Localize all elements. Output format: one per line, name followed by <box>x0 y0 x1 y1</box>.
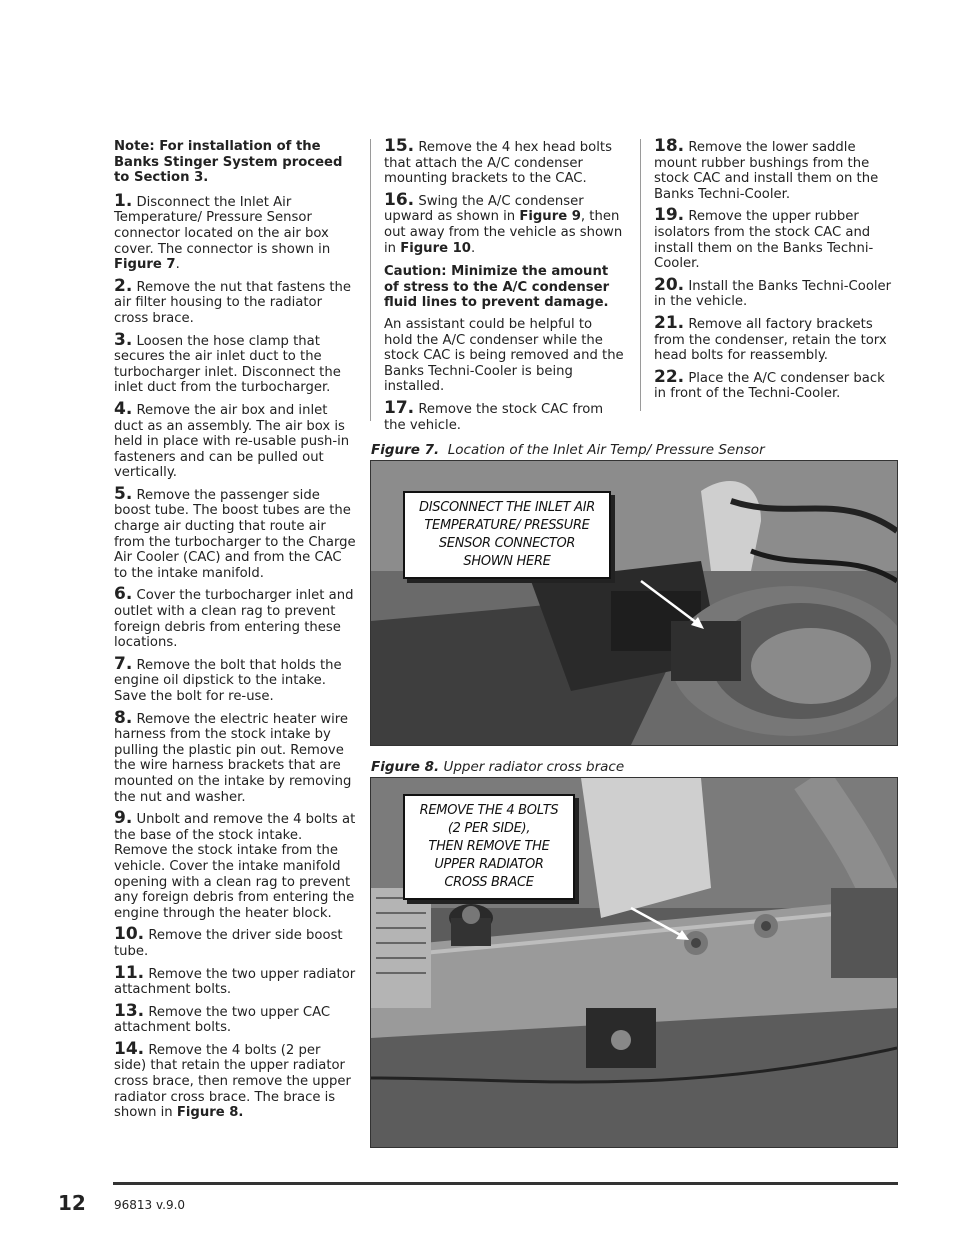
callout-line: TEMPERATURE/ PRESSURE <box>424 518 590 533</box>
figure-caption-text: Location of the Inlet Air Temp/ Pressure Sensor <box>439 442 765 458</box>
callout-line: DISCONNECT THE INLET AIR <box>419 500 595 515</box>
step-18 <box>654 136 899 202</box>
step-text-end: . <box>175 257 180 273</box>
figure-7-photo <box>370 460 898 746</box>
step-text: Place the A/C condenser back in front of the Techni-Cooler. <box>654 370 885 402</box>
step-text: Install the Banks Techni-Cooler in the vehicle. <box>654 278 892 310</box>
step-text: , then out away from the vehicle as shown in <box>384 209 623 256</box>
figure-8-callout <box>403 794 575 900</box>
step-number: 9. <box>114 808 133 829</box>
assistant-note: An assistant could be helpful to hold the A/C condenser while the stock CAC is being removed and the Banks Techni-Cooler is being installed. <box>384 316 624 395</box>
step-number: 10. <box>114 924 145 945</box>
step-text: Remove the stock CAC from the vehicle. <box>384 401 604 433</box>
step-number: 2. <box>114 275 133 296</box>
step-16 <box>384 189 624 256</box>
step-number: 11. <box>114 962 145 983</box>
column-left <box>114 139 356 1127</box>
step-number: 22. <box>654 366 685 387</box>
step-5 <box>114 483 356 582</box>
step-text: Remove the air box and inlet duct as an assembly. The air box is held in place with re-usable push-in fasteners and can be pulled out vertically. <box>114 402 350 481</box>
step-number: 15. <box>384 136 415 156</box>
callout-line: UPPER RADIATOR <box>434 857 544 872</box>
figure-caption-text: Upper radiator cross brace <box>439 759 625 775</box>
step-number: 7. <box>114 653 133 674</box>
callout-line: (2 PER SIDE), <box>447 821 531 836</box>
step-text: Loosen the hose clamp that secures the air inlet duct to the turbocharger inlet. Disconnect the inlet duct from the turbocharger. <box>114 333 341 396</box>
step-14 <box>114 1038 356 1121</box>
step-number: 13. <box>114 1000 145 1021</box>
step-number: 14. <box>114 1038 145 1059</box>
step-6 <box>114 584 356 651</box>
step-22 <box>654 366 899 402</box>
page-number: 12 <box>58 1191 86 1215</box>
figure-ref: Figure 9 <box>519 209 581 225</box>
callout-line: REMOVE THE 4 BOLTS <box>419 803 559 818</box>
figure-8-photo <box>370 777 898 1148</box>
step-number: 17. <box>384 397 415 418</box>
step-13 <box>114 1000 356 1036</box>
step-text: Remove the lower saddle mount rubber bushings from the stock CAC and install them on the Banks Techni-Cooler. <box>654 140 879 202</box>
step-number: 18. <box>654 136 685 156</box>
step-number: 1. <box>114 190 133 211</box>
callout-line: SENSOR CONNECTOR <box>438 536 576 551</box>
step-number: 4. <box>114 398 133 419</box>
step-text: Remove the driver side boost tube. <box>114 928 343 959</box>
callout-line: SHOWN HERE <box>463 554 551 569</box>
column-middle <box>384 136 624 439</box>
step-number: 5. <box>114 483 133 504</box>
step-20 <box>654 274 899 310</box>
step-10 <box>114 924 356 959</box>
figure-7-caption <box>371 442 765 458</box>
step-text: Remove the passenger side boost tube. The boost tubes are the charge air ducting that route air from the turbocharger to the Charge Air Cooler (CAC) and from the CAC to the intake manifold. <box>114 487 356 581</box>
section-note: Note: For installation of the Banks Stinger System proceed to Section 3. <box>114 139 343 186</box>
caution-text: Caution: Minimize the amount of stress to the A/C condenser fluid lines to prevent damage. <box>384 264 610 311</box>
step-number: 20. <box>654 274 685 295</box>
step-number: 6. <box>114 584 133 605</box>
step-text: Remove the upper rubber isolators from the stock CAC and install them on the Banks Techni-Cooler. <box>654 209 874 272</box>
figure-ref: Figure 8. <box>176 1105 244 1121</box>
step-text: Remove the nut that fastens the air filter housing to the radiator cross brace. <box>114 279 352 326</box>
step-text: Remove the 4 bolts (2 per side) that retain the upper radiator cross brace, then remove the upper radiator cross brace. The brace is shown in <box>114 1042 351 1121</box>
column-right <box>654 136 899 408</box>
step-number: 19. <box>654 205 685 226</box>
step-text: Remove the 4 hex head bolts that attach the A/C condenser mounting brackets to the CAC. <box>384 140 612 187</box>
step-number: 16. <box>384 189 415 210</box>
step-1 <box>114 190 356 273</box>
figure-label: Figure 7. <box>371 442 440 458</box>
step-17 <box>384 397 624 433</box>
step-text: Remove the two upper CAC attachment bolts. <box>114 1004 331 1036</box>
figure-8-caption <box>371 759 624 775</box>
callout-line: THEN REMOVE THE <box>428 839 550 854</box>
column-divider <box>640 139 641 411</box>
step-text: Unbolt and remove the 4 bolts at the base of the stock intake. Remove the stock intake from the vehicle. Cover the intake manifold opening with a clean rag to prevent any foreign debris from entering the engine through the heater block. <box>114 812 356 921</box>
step-3 <box>114 329 356 396</box>
callout-line: CROSS BRACE <box>444 875 534 890</box>
step-text: Cover the turbocharger inlet and outlet with a clean rag to prevent foreign debris from entering these locations. <box>114 588 354 651</box>
step-text: Remove the electric heater wire harness from the stock intake by pulling the plastic pin out. Remove the wire harness brackets that are mounted on the intake by removing the nut and washer. <box>114 711 352 805</box>
step-19 <box>654 205 899 272</box>
step-text-end: . <box>470 240 476 256</box>
figure-7-callout <box>403 491 611 579</box>
figure-ref: Figure 10 <box>400 240 471 256</box>
figure-label: Figure 8. <box>371 759 440 775</box>
step-11 <box>114 962 356 998</box>
step-15 <box>384 136 624 187</box>
step-number: 3. <box>114 329 133 350</box>
step-2 <box>114 275 356 327</box>
step-9 <box>114 808 356 921</box>
column-divider <box>370 139 371 421</box>
step-7 <box>114 653 356 705</box>
step-text: Swing the A/C condenser upward as shown in <box>384 193 584 225</box>
step-text: Remove all factory brackets from the condenser, retain the torx head bolts for reassembly. <box>654 316 887 364</box>
step-text: Remove the two upper radiator attachment bolts. <box>114 966 356 998</box>
step-8 <box>114 707 356 806</box>
figure-ref: Figure 7 <box>114 257 176 273</box>
step-text: Disconnect the Inlet Air Temperature/ Pressure Sensor connector located on the air box cover. The connector is shown in <box>114 194 331 257</box>
step-number: 8. <box>114 707 133 728</box>
step-number: 21. <box>654 312 685 333</box>
step-21 <box>654 312 899 364</box>
document-code: 96813 v.9.0 <box>114 1198 186 1212</box>
footer-rule <box>113 1182 898 1185</box>
step-4 <box>114 398 356 481</box>
step-text: Remove the bolt that holds the engine oil dipstick to the intake. Save the bolt for re-use. <box>114 657 342 704</box>
